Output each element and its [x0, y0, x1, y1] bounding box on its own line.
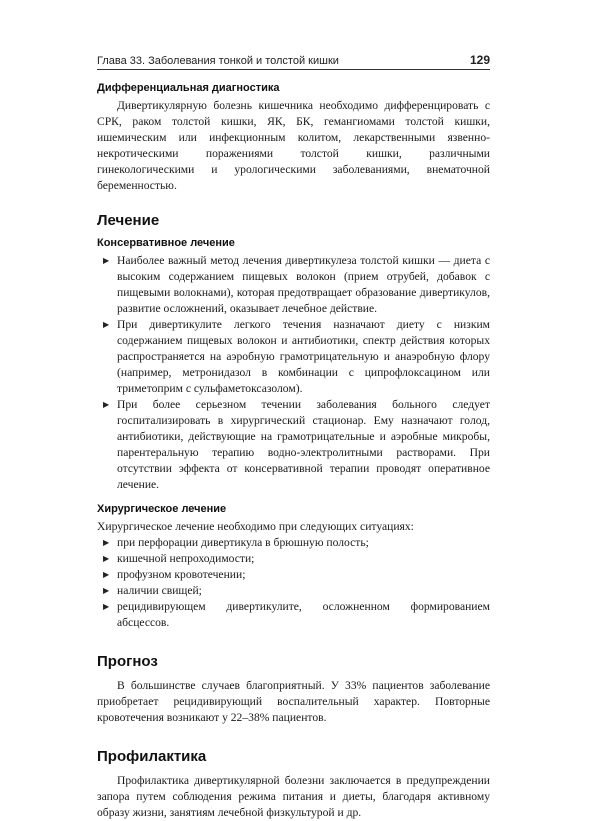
page-number: 129: [469, 53, 490, 67]
surgical-intro: Хирургическое лечение необходимо при следующих ситуациях:: [97, 520, 414, 533]
differential-heading: Дифференциальная диагностика: [97, 82, 280, 94]
triangle-right-icon: ▶: [103, 602, 110, 611]
triangle-right-icon: ▶: [103, 570, 110, 579]
prognosis-heading: Прогноз: [97, 653, 158, 670]
triangle-right-icon: ▶: [103, 320, 110, 329]
triangle-right-icon: ▶: [103, 586, 110, 595]
prevention-heading: Профилактика: [97, 748, 207, 765]
surgical-list: [97, 535, 490, 631]
triangle-right-icon: ▶: [103, 554, 110, 563]
prevention-section: [97, 748, 490, 821]
conservative-heading: Консервативное лечение: [97, 237, 235, 249]
triangle-right-icon: ▶: [103, 538, 110, 547]
conservative-list: [97, 253, 490, 493]
page-content: [97, 82, 490, 821]
list-item: ▶ При дивертикулите легкого течения назначают диету с низким содержанием пищевых волокон и антибиотики, спектр действия которых распространяется на аэробную грамотрицательную и анаэробную флору (например, метронидазол в комбинации с ципрофлоксацином или триметоприм с сульфаметоксазолом).: [103, 318, 490, 395]
surgical-section: [97, 503, 490, 631]
differential-text: Дивертикулярную болезнь кишечника необходимо дифференцировать с СРК, раком толстой кишки, ЯК, БК, гемангиомами толстой кишки, ишемическим или инфекционным колитом, лекарственными язвенно-некротическими поражениями толстой кишки, различными гинекологическими и урологическими заболеваниями, внематочной беременностью.: [97, 99, 490, 192]
triangle-right-icon: ▶: [103, 400, 110, 409]
surgical-heading: Хирургическое лечение: [97, 503, 227, 515]
running-head: [97, 53, 490, 67]
triangle-right-icon: ▶: [103, 256, 110, 265]
list-item: ▶ кишечной непроходимости;: [103, 552, 255, 565]
list-item: ▶ при перфорации дивертикула в брюшную полость;: [103, 536, 369, 549]
list-item: ▶ рецидивирующем дивертикулите, осложненном формированием абсцессов.: [103, 600, 490, 629]
prognosis-text: В большинстве случаев благоприятный. У 33% пациентов заболевание приобретает рецидивирующий воспалительный характер. Повторные кровотечения возникают у 22–38% пациентов.: [97, 679, 490, 724]
differential-section: [97, 82, 490, 194]
list-item: ▶ наличии свищей;: [103, 584, 202, 597]
list-item: ▶ Наиболее важный метод лечения дивертикулеза толстой кишки — диета с высоким содержанием пищевых волокон (прием отрубей, добавок с пищевыми волокнами), которая предотвращает образование дивертикулов, развитие осложнений, оказывает лечебное действие.: [103, 254, 490, 315]
treatment-heading: Лечение: [97, 212, 160, 229]
header-rule: [97, 69, 490, 70]
list-item: ▶ При более серьезном течении заболевания больного следует госпитализировать в хирургический стационар. Ему назначают голод, антибиотики, действующие на грамотрицательные и аэробные микробы, парентеральную терапию водно-электролитными растворами. При отсутствии эффекта от консервативной терапии проводят оперативное лечение.: [103, 398, 490, 491]
list-item: ▶ профузном кровотечении;: [103, 568, 246, 581]
chapter-title: Глава 33. Заболевания тонкой и толстой кишки: [97, 55, 339, 67]
prevention-text: Профилактика дивертикулярной болезни заключается в предупреждении запора путем соблюдения режима питания и диеты, благодаря активному образу жизни, занятиям лечебной физкультурой и др.: [97, 774, 490, 819]
prognosis-section: [97, 653, 490, 726]
conservative-section: [97, 237, 490, 493]
